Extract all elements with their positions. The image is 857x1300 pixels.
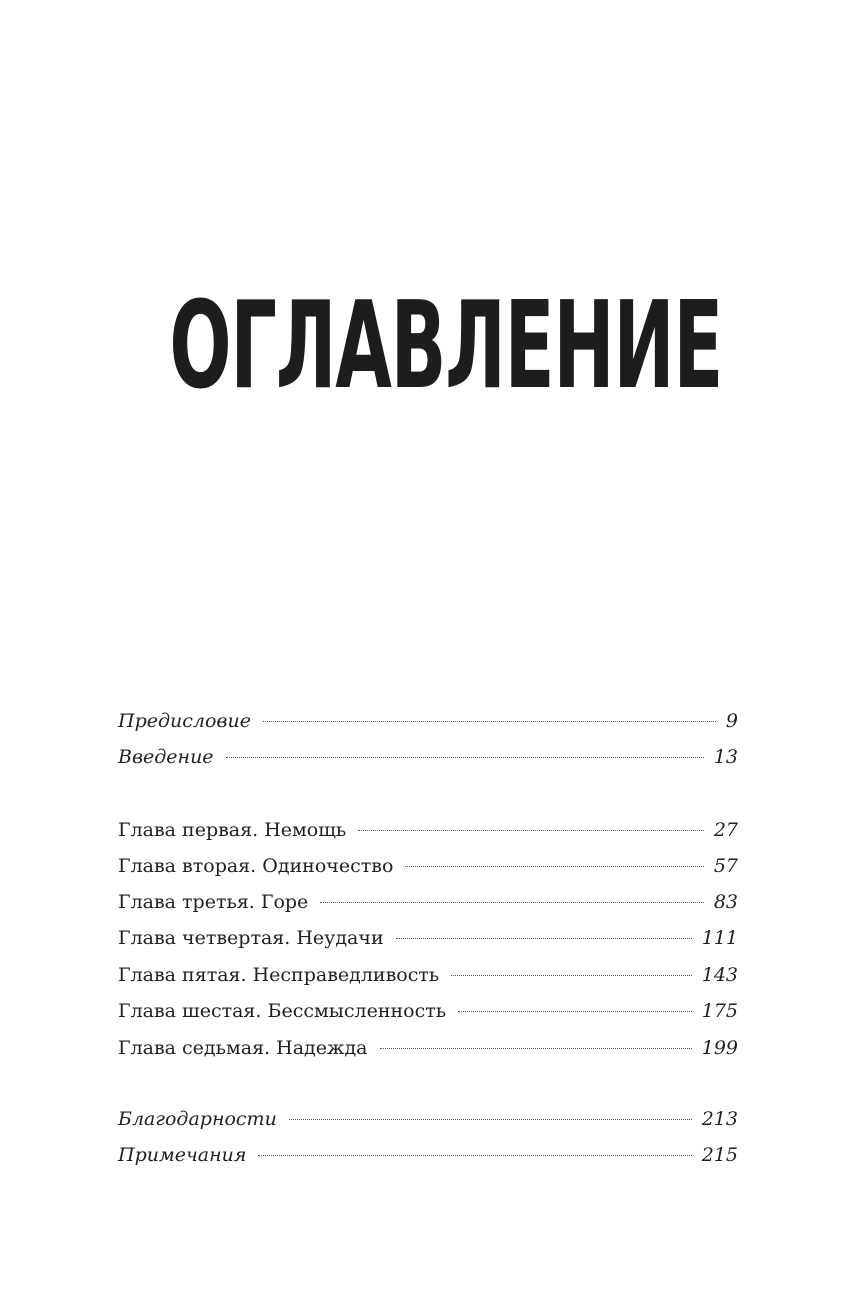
toc-entry-label: Введение — [118, 746, 214, 768]
toc-entry-page: 175 — [701, 1000, 738, 1022]
toc-entry-page: 57 — [713, 855, 738, 877]
toc-entry-label: Глава первая. Немощь — [118, 819, 347, 841]
toc-entry-chapter-1[interactable] — [118, 815, 738, 845]
toc-entry-page: 111 — [701, 927, 738, 949]
toc-entry-chapter-4[interactable] — [118, 923, 738, 953]
dot-leader — [396, 938, 692, 939]
toc-entry-page: 27 — [713, 819, 738, 841]
toc-entry-chapter-6[interactable] — [118, 996, 738, 1026]
dot-leader — [320, 902, 704, 903]
toc-entry-label: Глава пятая. Несправедливость — [118, 964, 440, 986]
dot-leader — [380, 1048, 692, 1049]
dot-leader — [458, 1011, 692, 1012]
title-block — [0, 275, 857, 415]
toc-entry-chapter-3[interactable] — [118, 887, 738, 917]
dot-leader — [263, 721, 716, 722]
toc-entry-label: Глава седьмая. Надежда — [118, 1037, 368, 1059]
toc-entry-label: Глава четвертая. Неудачи — [118, 927, 384, 949]
toc-entry-label: Примечания — [118, 1144, 247, 1166]
dot-leader — [358, 830, 704, 831]
toc-entry-page: 143 — [701, 964, 738, 986]
dot-leader — [289, 1119, 692, 1120]
toc-entry-page: 199 — [701, 1037, 738, 1059]
toc-entry-acknowledgements[interactable] — [118, 1104, 738, 1134]
toc-entry-label: Глава шестая. Бессмысленность — [118, 1000, 447, 1022]
toc-entry-introduction[interactable] — [118, 742, 738, 772]
dot-leader — [226, 757, 704, 758]
toc-entry-foreword[interactable] — [118, 706, 738, 736]
toc-entry-page: 213 — [701, 1108, 738, 1130]
dot-leader — [451, 975, 692, 976]
toc-entry-chapter-5[interactable] — [118, 960, 738, 990]
toc-entry-label: Благодарности — [118, 1108, 277, 1130]
page-title: ОГЛАВЛЕНИЕ — [169, 274, 723, 416]
toc-entry-notes[interactable] — [118, 1140, 738, 1170]
toc-entry-page: 9 — [725, 710, 738, 732]
dot-leader — [405, 866, 703, 867]
dot-leader — [258, 1155, 691, 1156]
toc-entry-chapter-7[interactable] — [118, 1033, 738, 1063]
toc-entry-label: Глава вторая. Одиночество — [118, 855, 394, 877]
toc-entry-label: Предисловие — [118, 710, 251, 732]
toc-entry-chapter-2[interactable] — [118, 851, 738, 881]
toc-entry-page: 83 — [713, 891, 738, 913]
toc-entry-page: 13 — [713, 746, 738, 768]
toc-entry-label: Глава третья. Горе — [118, 891, 309, 913]
toc-entry-page: 215 — [701, 1144, 738, 1166]
